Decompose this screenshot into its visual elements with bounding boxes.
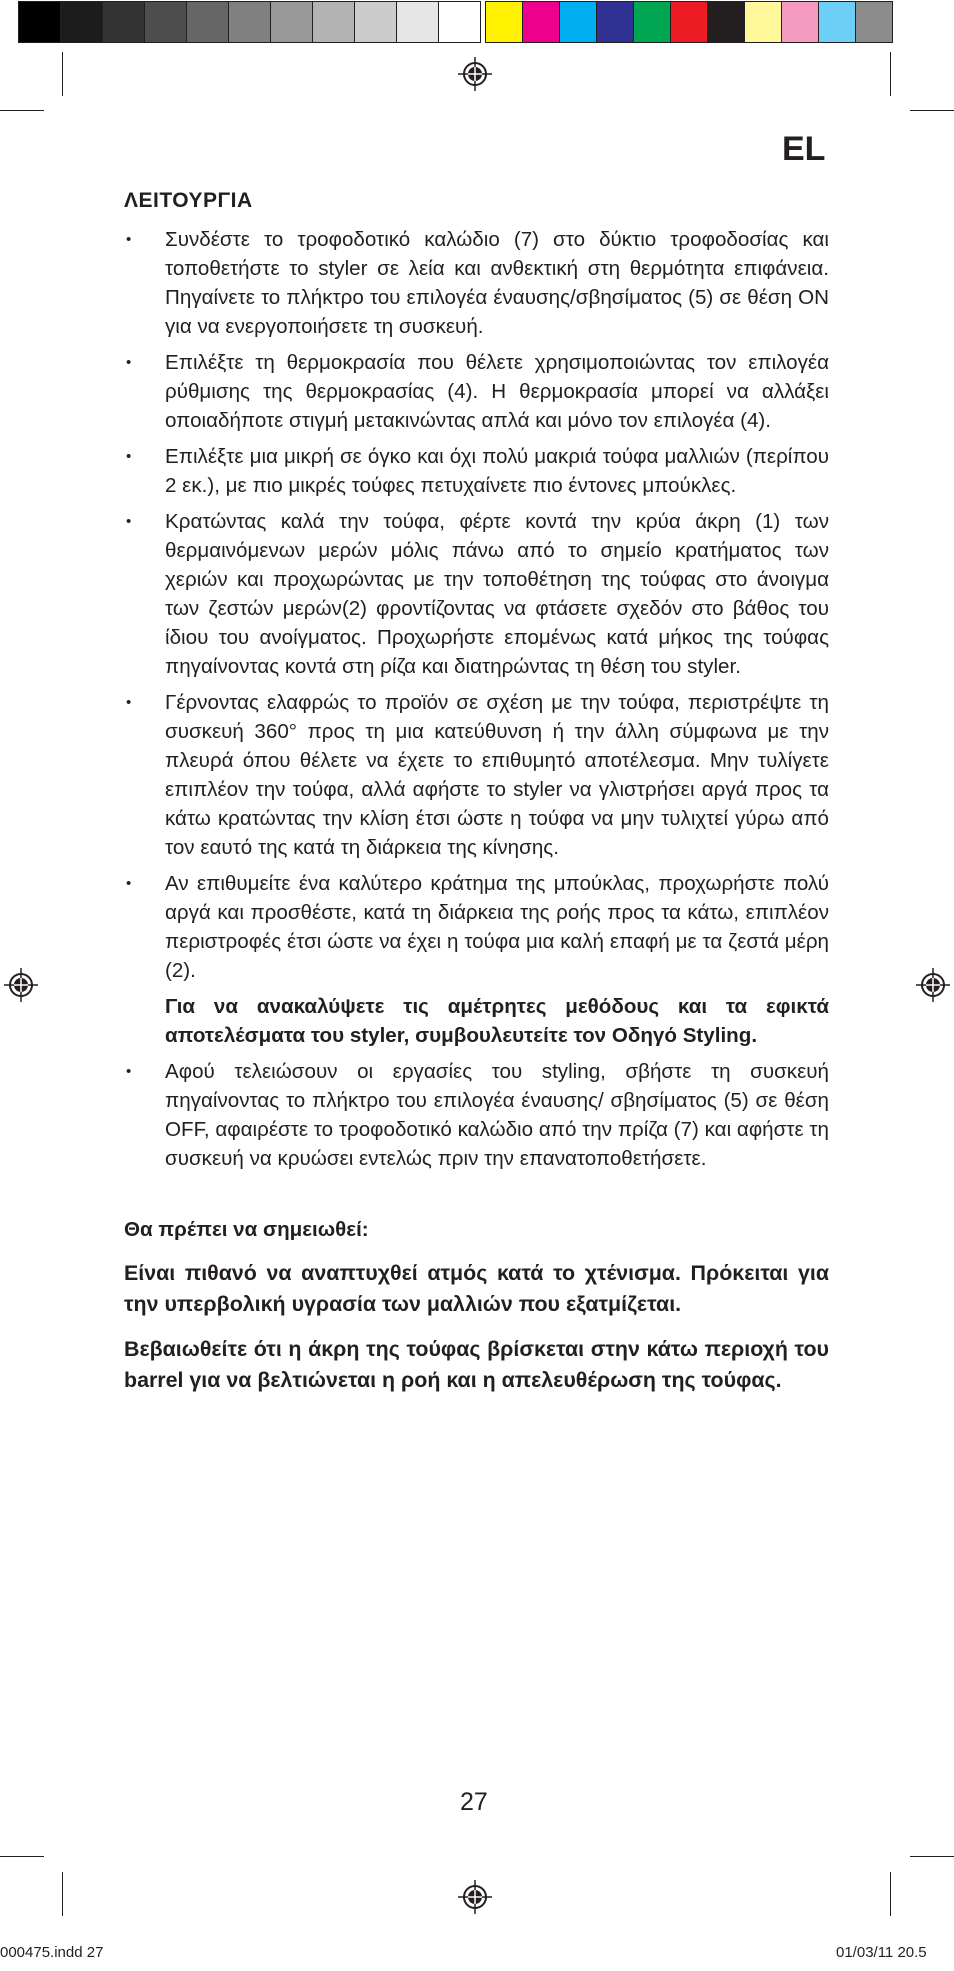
trim-mark (890, 52, 891, 96)
note-paragraph: Βεβαιωθείτε ότι η άκρη της τούφας βρίσκεται στην κάτω περιοχή του barrel για να βελτιώνεται η ροή και η απελευθέρωση της τούφας. (124, 1337, 829, 1392)
color-swatch (523, 1, 560, 43)
color-swatch (355, 1, 397, 43)
styling-guide-tip: Για να ανακαλύψετε τις αμέτρητες μεθόδους και τα εφικτά αποτελέσματα του styler, συμβουλευτείτε τον Οδηγό Styling. (165, 995, 829, 1047)
color-swatch (560, 1, 597, 43)
color-swatch (439, 1, 481, 43)
trim-mark (0, 110, 44, 111)
color-swatch (485, 1, 523, 43)
section-title: ΛΕΙΤΟΥΡΓΙΑ (124, 189, 253, 212)
color-swatch (745, 1, 782, 43)
color-swatch (271, 1, 313, 43)
trim-mark (910, 110, 954, 111)
step-item: • Επιλέξτε μια μικρή σε όγκο και όχι πολύ μακριά τούφα μαλλιών (περίπου 2 εκ.), με πιο μικρές τούφες πετυχαίνετε πιο έντονες μπούκλες. (124, 442, 829, 500)
registration-mark-icon (458, 57, 492, 91)
color-swatch (103, 1, 145, 43)
step-item: • Συνδέστε το τροφοδοτικό καλώδιο (7) στο δύκτιο τροφοδοσίας και τοποθετήστε το styler σε λεία και ανθεκτική στη θερμότητα επιφάνεια. Πηγαίνετε το πλήκτρο του επιλογέα έναυσης/σβησίματος (5) σε θέση ON για να ενεργοποιήσετε τη συσκευή. (124, 225, 829, 341)
color-swatch (634, 1, 671, 43)
trim-mark (62, 1872, 63, 1916)
page-content (124, 186, 829, 1410)
color-swatch (819, 1, 856, 43)
steps-list (124, 225, 829, 985)
color-swatch (397, 1, 439, 43)
step-item: • Αν επιθυμείτε ένα καλύτερο κράτημα της μπούκλας, προχωρήστε πολύ αργά και προσθέστε, κατά τη διάρκεια της ροής προς τα κάτω, επιπλέον περιστροφές έτσι ώστε να έχει η τούφα μια καλή επαφή με τα ζεστά μέρη (2). (124, 869, 829, 985)
trim-mark (890, 1872, 891, 1916)
step-item: • Επιλέξτε τη θερμοκρασία που θέλετε χρησιμοποιώντας τον επιλογέα ρύθμισης της θερμοκρασίας (4). Η θερμοκρασία μπορεί να αλλάξει οποιαδήποτε στιγμή μετακινώντας απλά και μόνο τον επιλογέα (4). (124, 348, 829, 435)
registration-mark-icon (4, 968, 38, 1002)
grayscale-color-bar (18, 1, 481, 43)
step-item: • Αφού τελειώσουν οι εργασίες του styling, σβήστε τη συσκευή πηγαίνοντας το πλήκτρο του επιλογέα έναυσης/ σβησίματος (5) σε θέση OFF, αφαιρέστε το τροφοδοτικό καλώδιο από την πρίζα (7) και αφήστε τη συσκευή να κρυώσει εντελώς πριν την επανατοποθετήσετε. (124, 1057, 829, 1173)
note-heading: Θα πρέπει να σημειωθεί: (124, 1218, 369, 1241)
note-paragraph: Είναι πιθανό να αναπτυχθεί ατμός κατά το χτένισμα. Πρόκειται για την υπερβολική υγρασία των μαλλιών που εξατμίζεται. (124, 1261, 829, 1316)
registration-mark-icon (916, 968, 950, 1002)
step-item: • Κρατώντας καλά την τούφα, φέρτε κοντά την κρύα άκρη (1) των θερμαινόμενων μερών μόλις πάνω από το σημείο κρατήματος των χεριών και προχωρώντας με την τοποθέτηση της τούφας στο άνοιγμα των ζεστών μερών(2) φροντίζοντας να φτάσετε σχεδόν στο βάθος του ίδιου του ανοίγματος. Προχωρήστε επομένως κατά μήκος της τούφας πηγαίνοντας κοντά στη ρίζα και διατηρώντας τη θέση του styler. (124, 507, 829, 681)
page-number: 27 (460, 1788, 488, 1816)
process-color-bar (485, 1, 893, 43)
color-swatch (145, 1, 187, 43)
color-swatch (61, 1, 103, 43)
color-swatch (597, 1, 634, 43)
steps-list-final (124, 1057, 829, 1173)
color-swatch (708, 1, 745, 43)
trim-mark (910, 1856, 954, 1857)
language-code: EL (782, 130, 826, 168)
color-swatch (856, 1, 893, 43)
file-slug: 000475.indd 27 (0, 1944, 104, 1961)
color-swatch (187, 1, 229, 43)
trim-mark (62, 52, 63, 96)
step-item: • Γέρνοντας ελαφρώς το προϊόν σε σχέση με την τούφα, περιστρέψτε τη συσκευή 360° προς τη μια κατεύθυνση ή την άλλη σύμφωνα με την πλευρά όπου θέλετε να έχετε το επιθυμητό αποτέλεσμα. Μην τυλίγετε επιπλέον την τούφα, αλλά αφήστε το styler να γλιστρήσει αργά προς τα κάτω κρατώντας την κλίση έτσι ώστε η τούφα να μην τυλιχτεί γύρω από τον εαυτό της κατά τη διάρκεια της κίνησης. (124, 688, 829, 862)
color-swatch (18, 1, 61, 43)
color-swatch (782, 1, 819, 43)
color-swatch (313, 1, 355, 43)
registration-mark-icon (458, 1880, 492, 1914)
color-swatch (229, 1, 271, 43)
date-slug: 01/03/11 20.5 (836, 1944, 927, 1961)
color-swatch (671, 1, 708, 43)
trim-mark (0, 1856, 44, 1857)
